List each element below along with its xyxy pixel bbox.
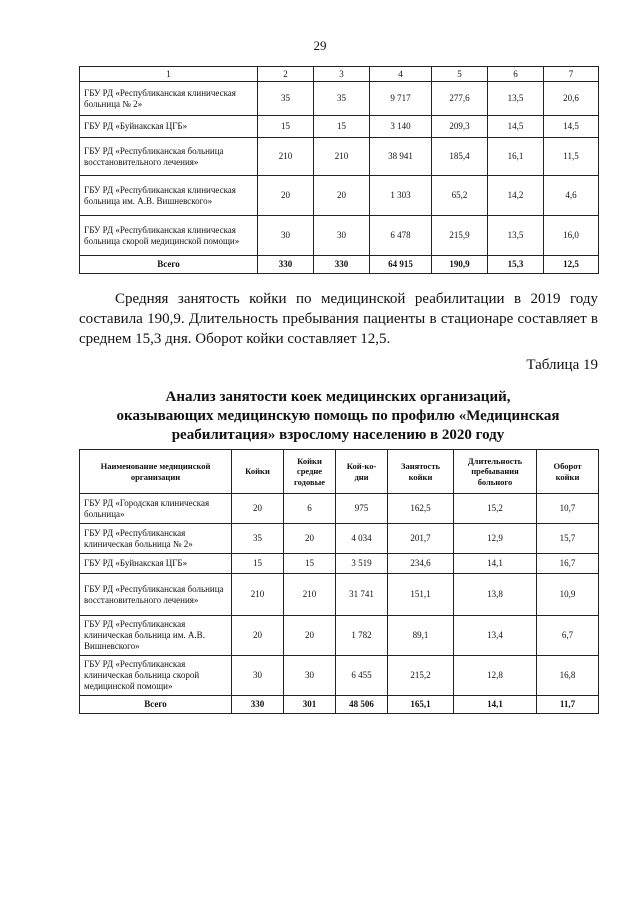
org-name: ГБУ РД «Буйнакская ЦГБ» <box>80 554 232 574</box>
stay-length: 14,2 <box>488 176 544 216</box>
bed-days: 975 <box>336 494 388 524</box>
table-caption: Таблица 19 <box>526 357 598 373</box>
stay-length: 14,5 <box>488 116 544 138</box>
column-header: 6 <box>488 67 544 82</box>
bed-days: 38 941 <box>370 138 432 176</box>
beds: 20 <box>258 176 314 216</box>
stay-length: 12,8 <box>454 656 537 696</box>
occupancy: 209,3 <box>432 116 488 138</box>
avg-beds: 35 <box>314 82 370 116</box>
table-total-row <box>80 256 599 274</box>
occupancy: 165,1 <box>388 696 454 714</box>
turnover: 4,6 <box>544 176 599 216</box>
stay-length: 13,8 <box>454 574 537 616</box>
avg-beds: 210 <box>284 574 336 616</box>
avg-beds: 210 <box>314 138 370 176</box>
stay-length: 15,2 <box>454 494 537 524</box>
page-number: 29 <box>313 38 327 53</box>
occupancy: 65,2 <box>432 176 488 216</box>
column-header: 3 <box>314 67 370 82</box>
bed-days: 9 717 <box>370 82 432 116</box>
avg-beds: 6 <box>284 494 336 524</box>
title-line: Анализ занятости коек медицинских организаций, <box>165 389 511 405</box>
avg-beds: 15 <box>284 554 336 574</box>
table-2019-continuation <box>79 66 599 274</box>
column-header: 4 <box>370 67 432 82</box>
turnover: 6,7 <box>537 616 599 656</box>
turnover: 14,5 <box>544 116 599 138</box>
beds: 30 <box>258 216 314 256</box>
avg-beds: 30 <box>314 216 370 256</box>
column-header: Занятость койки <box>388 450 454 494</box>
table-row <box>80 176 599 216</box>
title-line: реабилитация» взрослому населению в 2020 году <box>171 427 505 443</box>
column-header: Койки <box>232 450 284 494</box>
avg-beds: 330 <box>314 256 370 274</box>
org-name: ГБУ РД «Республиканская больница восстановительного лечения» <box>80 574 232 616</box>
occupancy: 89,1 <box>388 616 454 656</box>
summary-paragraph: Средняя занятость койки по медицинской реабилитации в 2019 году составила 190,9. Длительность пребывания пациенты в стационаре составляет в среднем 15,3 дня. Оборот койки составляет 12,5. <box>79 291 598 347</box>
bed-days: 6 455 <box>336 656 388 696</box>
turnover: 16,8 <box>537 656 599 696</box>
table-row <box>80 82 599 116</box>
occupancy: 277,6 <box>432 82 488 116</box>
beds: 35 <box>232 524 284 554</box>
stay-length: 13,5 <box>488 82 544 116</box>
title-line: оказывающих медицинскую помощь по профилю «Медицинская <box>116 408 560 424</box>
org-name: ГБУ РД «Республиканская клиническая больница скорой медицинской помощи» <box>80 216 258 256</box>
beds: 30 <box>232 656 284 696</box>
stay-length: 14,1 <box>454 696 537 714</box>
occupancy: 234,6 <box>388 554 454 574</box>
turnover: 11,5 <box>544 138 599 176</box>
beds: 15 <box>232 554 284 574</box>
table-2020 <box>79 449 599 714</box>
turnover: 15,7 <box>537 524 599 554</box>
bed-days: 6 478 <box>370 216 432 256</box>
column-header: Оборот койки <box>537 450 599 494</box>
occupancy: 215,2 <box>388 656 454 696</box>
table-header-row <box>80 67 599 82</box>
beds: 330 <box>258 256 314 274</box>
bed-days: 31 741 <box>336 574 388 616</box>
beds: 20 <box>232 494 284 524</box>
table-row <box>80 554 599 574</box>
column-header: 5 <box>432 67 488 82</box>
column-header: Койки средне годовые <box>284 450 336 494</box>
column-header: Длительность пребывания больного <box>454 450 537 494</box>
table-title <box>60 388 616 445</box>
table-row <box>80 116 599 138</box>
table-row <box>80 216 599 256</box>
bed-days: 48 506 <box>336 696 388 714</box>
table-row <box>80 494 599 524</box>
total-label: Всего <box>80 256 258 274</box>
total-label: Всего <box>80 696 232 714</box>
column-header: 7 <box>544 67 599 82</box>
org-name: ГБУ РД «Республиканская клиническая больница № 2» <box>80 82 258 116</box>
beds: 20 <box>232 616 284 656</box>
stay-length: 12,9 <box>454 524 537 554</box>
avg-beds: 30 <box>284 656 336 696</box>
stay-length: 16,1 <box>488 138 544 176</box>
beds: 210 <box>232 574 284 616</box>
table-total-row <box>80 696 599 714</box>
bed-days: 3 519 <box>336 554 388 574</box>
bed-days: 1 782 <box>336 616 388 656</box>
avg-beds: 20 <box>284 524 336 554</box>
bed-days: 1 303 <box>370 176 432 216</box>
org-name: ГБУ РД «Республиканская клиническая больница им. А.В. Вишневского» <box>80 616 232 656</box>
avg-beds: 20 <box>314 176 370 216</box>
org-name: ГБУ РД «Республиканская клиническая больница скорой медицинской помощи» <box>80 656 232 696</box>
turnover: 16,7 <box>537 554 599 574</box>
table-header-row <box>80 450 599 494</box>
table-row <box>80 616 599 656</box>
occupancy: 162,5 <box>388 494 454 524</box>
org-name: ГБУ РД «Городская клиническая больница» <box>80 494 232 524</box>
avg-beds: 301 <box>284 696 336 714</box>
beds: 15 <box>258 116 314 138</box>
column-header: 1 <box>80 67 258 82</box>
column-header: 2 <box>258 67 314 82</box>
turnover: 12,5 <box>544 256 599 274</box>
column-header: Наименование медицинской организации <box>80 450 232 494</box>
occupancy: 215,9 <box>432 216 488 256</box>
occupancy: 201,7 <box>388 524 454 554</box>
stay-length: 13,5 <box>488 216 544 256</box>
org-name: ГБУ РД «Республиканская клиническая больница № 2» <box>80 524 232 554</box>
org-name: ГБУ РД «Республиканская клиническая больница им. А.В. Вишневского» <box>80 176 258 216</box>
turnover: 10,7 <box>537 494 599 524</box>
bed-days: 4 034 <box>336 524 388 554</box>
org-name: ГБУ РД «Буйнакская ЦГБ» <box>80 116 258 138</box>
stay-length: 13,4 <box>454 616 537 656</box>
avg-beds: 20 <box>284 616 336 656</box>
table-row <box>80 524 599 554</box>
occupancy: 190,9 <box>432 256 488 274</box>
stay-length: 15,3 <box>488 256 544 274</box>
turnover: 11,7 <box>537 696 599 714</box>
column-header: Кой-ко-дни <box>336 450 388 494</box>
table-row <box>80 574 599 616</box>
stay-length: 14,1 <box>454 554 537 574</box>
org-name: ГБУ РД «Республиканская больница восстановительного лечения» <box>80 138 258 176</box>
table-row <box>80 656 599 696</box>
turnover: 16,0 <box>544 216 599 256</box>
beds: 35 <box>258 82 314 116</box>
avg-beds: 15 <box>314 116 370 138</box>
table-row <box>80 138 599 176</box>
beds: 330 <box>232 696 284 714</box>
occupancy: 151,1 <box>388 574 454 616</box>
beds: 210 <box>258 138 314 176</box>
turnover: 20,6 <box>544 82 599 116</box>
turnover: 10,9 <box>537 574 599 616</box>
bed-days: 3 140 <box>370 116 432 138</box>
occupancy: 185,4 <box>432 138 488 176</box>
bed-days: 64 915 <box>370 256 432 274</box>
